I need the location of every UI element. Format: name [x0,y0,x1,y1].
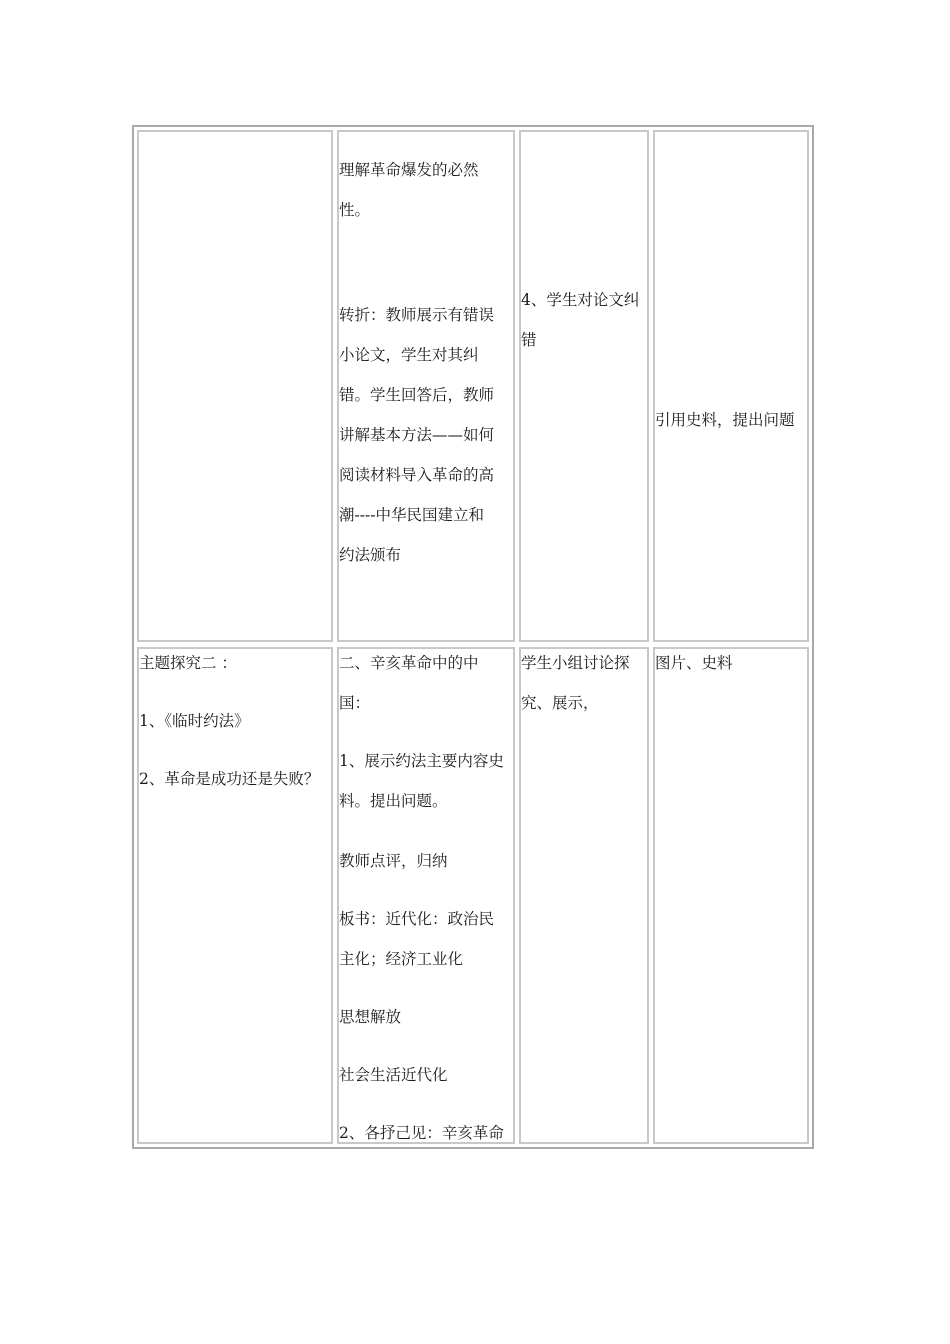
cell-student-activity [519,647,649,1144]
text-line: 性。 [339,201,371,219]
text-line: 错。学生回答后，教师 [339,386,495,404]
cell-design-intent [653,130,809,642]
text-line: 究、展示， [521,694,599,712]
text-line: 国： [339,694,371,712]
text-line: 板书：近代化：政治民 [339,910,495,928]
text-line: 小论文，学生对其纠 [339,346,479,364]
text-line: 转折：教师展示有错误 [339,306,495,324]
cell-topic [137,130,333,642]
text-line: 1、展示约法主要内容史 [339,752,504,770]
text-line: 料。提出问题。 [339,792,448,810]
text-line: 引用史料，提出问题 [655,411,795,429]
text-line: 教师点评，归纳 [339,852,448,870]
cell-topic [137,647,333,1144]
text-line: 4、学生对论文纠 [521,291,640,309]
text-line: 讲解基本方法——如何 [339,426,495,444]
table-row [134,645,812,1147]
cell-student-activity [519,130,649,642]
cell-teacher-activity [337,647,515,1144]
text-line: 社会生活近代化 [339,1066,448,1084]
text-line: 理解革命爆发的必然 [339,161,479,179]
text-line: 学生小组讨论探 [521,654,630,672]
text-line: 潮----中华民国建立和 [339,506,484,524]
cell-design-intent [653,647,809,1144]
text-line: 思想解放 [339,1008,402,1026]
cell-teacher-activity [337,130,515,642]
text-line: 图片、史料 [655,654,733,672]
text-line: 二、辛亥革命中的中 [339,654,479,672]
text-line: 主题探究二 ： [139,654,237,672]
text-line: 约法颁布 [339,546,402,564]
lesson-plan-table [132,125,814,1149]
text-line: 1、《临时约法》 [139,712,250,730]
text-line: 主化；经济工业化 [339,950,464,968]
text-line: 2、各抒己见：辛亥革命 [339,1124,504,1142]
text-line: 错 [521,331,537,349]
table-row [134,127,812,645]
text-line: 阅读材料导入革命的高 [339,466,495,484]
text-line: 2、革命是成功还是失败？ [139,770,320,788]
